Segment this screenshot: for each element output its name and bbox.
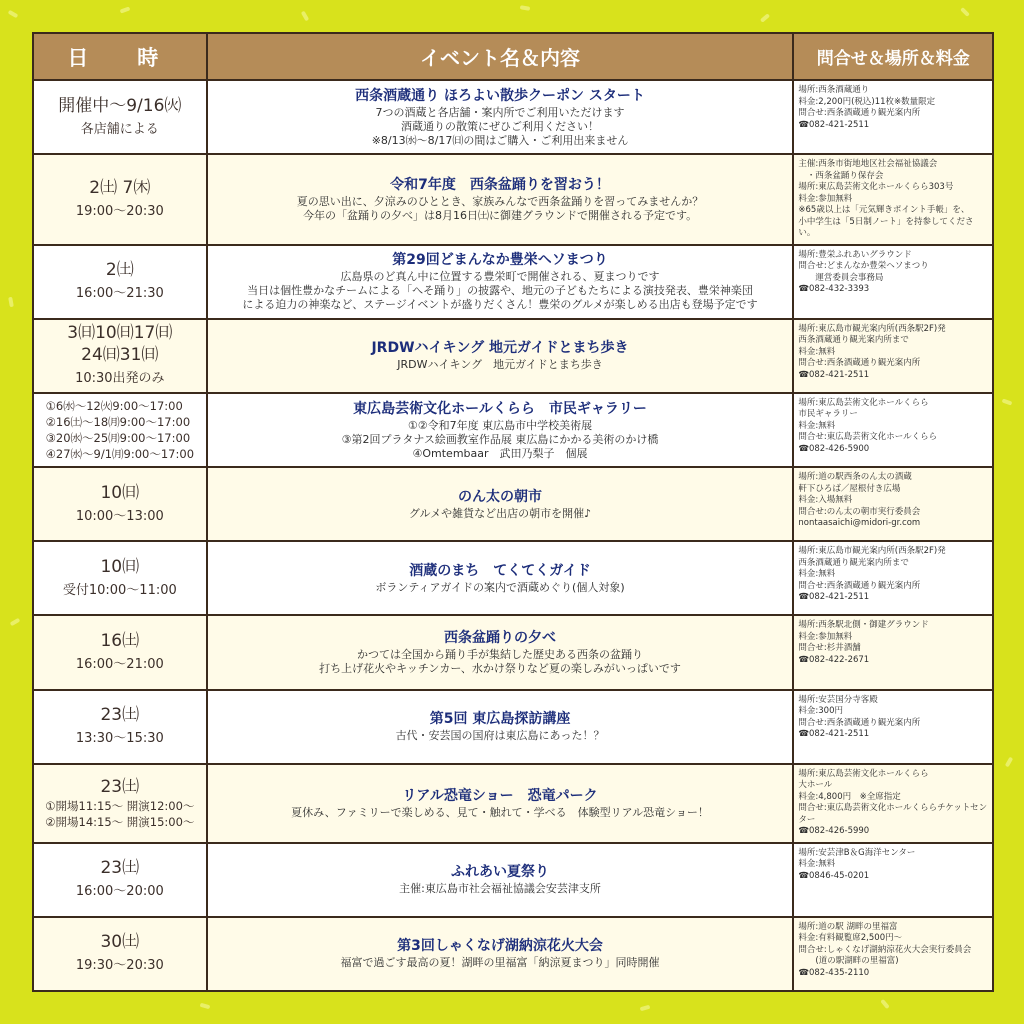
event-description: ボランティアガイドの案内で酒蔵めぐり(個人対象) (375, 580, 625, 594)
table-body (34, 81, 992, 990)
event-cell (208, 765, 793, 842)
event-title: 第5回 東広島探訪講座 (429, 711, 571, 728)
header-info: 問合せ＆場所＆料金 (794, 34, 992, 79)
confetti-decoration (120, 6, 131, 13)
event-date: 23㈯ (100, 705, 140, 726)
date-cell (34, 691, 206, 763)
event-date: 16㈯ (100, 631, 140, 652)
event-title: ふれあい夏祭り (451, 864, 550, 881)
date-cell (34, 246, 206, 318)
event-time: 19:00〜20:30 (75, 203, 164, 219)
table-row (34, 320, 992, 392)
event-cell (208, 691, 793, 763)
contact-info-cell: 場所:西条酒蔵通り 料金:2,200円(税込)11枚※数量限定 問合せ:西条酒蔵通り観光案内所 ☎082-421-2511 (794, 81, 992, 153)
event-title: 第29回どまんなか豊栄ヘソまつり (392, 252, 608, 269)
event-date: 10㈰ (100, 482, 140, 503)
confetti-decoration (8, 297, 14, 308)
date-cell (34, 765, 206, 842)
date-cell (34, 394, 206, 466)
event-cell (208, 918, 793, 990)
event-description: 7つの酒蔵と各店舗・案内所でご利用いただけます 酒蔵通りの散策にぜひご利用ください！ ※8/13㈬〜8/17㈰の間はご購入・ご利用出来ません (371, 105, 629, 147)
event-time: 16:00〜21:00 (75, 657, 164, 673)
event-date: 3㈰10㈰17㈰ 24㈰31㈰ (67, 323, 173, 366)
table-row (34, 81, 992, 153)
confetti-decoration (10, 618, 21, 626)
event-cell (208, 542, 793, 614)
confetti-decoration (760, 13, 770, 22)
table-row (34, 468, 992, 540)
header-event: イベント名＆内容 (208, 34, 793, 79)
event-title: のん太の朝市 (458, 488, 543, 505)
contact-info-cell: 場所:西条駅北側・御建グラウンド 料金:参加無料 問合せ:杉井酒舗 ☎082-422-2671 (794, 616, 992, 688)
contact-info-cell: 場所:豊栄ふれあいグラウンド 問合せ:どまんなか豊栄ヘソまつり 運営委員会事務局 ☎082-432-3393 (794, 246, 992, 318)
confetti-decoration (8, 10, 19, 18)
event-date: 23㈯ (100, 777, 140, 798)
confetti-decoration (640, 1005, 651, 1011)
event-cell (208, 616, 793, 688)
contact-info-cell: 場所:道の駅 湖畔の里福富 料金:有料観覧席2,500円〜 問合せ:しゃくなげ湖納涼花火大会実行委員会 (道の駅湖畔の里福富) ☎082-435-2110 (794, 918, 992, 990)
event-description: 古代・安芸国の国府は東広島にあった！？ (395, 729, 605, 743)
event-date: 10㈰ (100, 556, 140, 577)
event-time-slots: ①開場11:15〜 開演12:00〜 ②開場14:15〜 開演15:00〜 (45, 799, 195, 830)
date-cell (34, 155, 206, 244)
event-time: 16:00〜21:30 (75, 286, 164, 302)
event-cell (208, 394, 793, 466)
event-description: 夏の思い出に、夕涼みのひととき、家族みんなで西条盆踊りを習ってみませんか？ 今年の「盆踊りの夕べ」は8月16日㈯に御建グラウンドで開催される予定です。 (296, 194, 704, 222)
confetti-decoration (1002, 398, 1013, 405)
event-title: リアル恐竜ショー 恐竜パーク (402, 787, 598, 804)
event-description: 主催:東広島市社会福祉協議会安芸津支所 (399, 882, 601, 896)
date-cell (34, 542, 206, 614)
event-time: 16:00〜20:00 (75, 884, 164, 900)
event-description: 広島県のど真ん中に位置する豊栄町で開催される、夏まつりです 当日は個性豊かなチームによる「へそ踊り」の披露や、地元の子どもたちによる演技発表、豊栄神楽団 による迫力の神楽など、ステージイベントが盛りだくさん！豊栄のグルメが楽しめる出店も登場予定です (242, 270, 758, 312)
date-cell (34, 844, 206, 916)
date-cell (34, 616, 206, 688)
contact-info-cell: 場所:道の駅西条のん太の酒蔵 軒下ひろば／屋根付き広場 料金:入場無料 問合せ:のん太の朝市実行委員会 nontaasaichi@midori-gr.com (794, 468, 992, 540)
confetti-decoration (1005, 757, 1013, 768)
event-title: JRDWハイキング 地元ガイドとまち歩き (371, 340, 629, 357)
event-description: かつては全国から踊り手が集結した歴史ある西条の盆踊り 打ち上げ花火やキッチンカー、水かけ祭りなど夏の楽しみがいっぱいです (319, 648, 681, 676)
event-cell (208, 246, 793, 318)
contact-info-cell: 場所:東広島市観光案内所(西条駅2F)発 西条酒蔵通り観光案内所まで 料金:無料 問合せ:西条酒蔵通り観光案内所 ☎082-421-2511 (794, 320, 992, 392)
date-cell (34, 468, 206, 540)
table-row (34, 246, 992, 318)
table-row (34, 691, 992, 763)
event-date: 2㈯ 7㈭ (89, 177, 151, 198)
table-row (34, 155, 992, 244)
event-title: 西条盆踊りの夕べ (444, 630, 557, 647)
table-row (34, 542, 992, 614)
event-date: 30㈯ (100, 932, 140, 953)
contact-info-cell: 主催:西条市街地地区社会福祉協議会 ・西条盆踊り保存会 場所:東広島芸術文化ホールくらら303号 料金:参加無料 ※65歳以上は「元気輝きポイント手帳」を、 小中学生は「5日制ノート」を持参してください。 (794, 155, 992, 244)
event-time-slots: ①6㈬〜12㈫9:00〜17:00 ②16㈯〜18㈪9:00〜17:00 ③20㈬〜25㈪9:00〜17:00 ④27㈬〜9/1㈪9:00〜17:00 (45, 399, 195, 462)
header-date: 日 時 (34, 34, 206, 79)
event-title: 東広島芸術文化ホールくらら 市民ギャラリー (353, 400, 647, 417)
event-description: JRDWハイキング 地元ガイドとまち歩き (397, 358, 603, 372)
event-time: 各店舗による (80, 121, 159, 137)
event-date: 23㈯ (100, 858, 140, 879)
event-description: 夏休み、ファミリーで楽しめる、見て・触れて・学べる 体験型リアル恐竜ショー！ (291, 805, 709, 819)
event-time: 19:30〜20:30 (75, 958, 164, 974)
event-time: 10:00〜13:00 (75, 508, 164, 524)
table-row (34, 844, 992, 916)
event-time: 13:30〜15:30 (75, 731, 164, 747)
date-cell (34, 918, 206, 990)
event-title: 西条酒蔵通り ほろよい散歩クーポン スタート (355, 87, 645, 104)
event-cell (208, 81, 793, 153)
contact-info-cell: 場所:東広島市観光案内所(西条駅2F)発 西条酒蔵通り観光案内所まで 料金:無料 問合せ:西条酒蔵通り観光案内所 ☎082-421-2511 (794, 542, 992, 614)
table-row (34, 765, 992, 842)
event-schedule-table (32, 32, 994, 992)
table-row (34, 394, 992, 466)
confetti-decoration (200, 1003, 211, 1009)
contact-info-cell: 場所:安芸津B＆G海洋センター 料金:無料 ☎0846-45-0201 (794, 844, 992, 916)
table-row (34, 918, 992, 990)
event-time: 10:30出発のみ (75, 371, 165, 387)
event-title: 令和7年度 西条盆踊りを習おう！ (390, 176, 610, 193)
event-date: 2㈯ (105, 260, 134, 281)
confetti-decoration (960, 7, 970, 17)
event-cell (208, 844, 793, 916)
contact-info-cell: 場所:東広島芸術文化ホールくらら 大ホール 料金:4,800円 ※全席指定 問合せ:東広島芸術文化ホールくららチケットセンター ☎082-426-5990 (794, 765, 992, 842)
event-title: 第3回しゃくなげ湖納涼花火大会 (397, 938, 603, 955)
event-description: 福富で過ごす最高の夏！湖畔の里福富「納涼夏まつり」同時開催 (340, 956, 660, 970)
contact-info-cell: 場所:東広島芸術文化ホールくらら 市民ギャラリー 料金:無料 問合せ:東広島芸術文化ホールくらら ☎082-426-5900 (794, 394, 992, 466)
event-description: グルメや雑貨など出店の朝市を開催♪ (408, 506, 592, 520)
event-date: 開催中〜9/16㈫ (58, 95, 182, 116)
confetti-decoration (520, 5, 531, 11)
table-row (34, 616, 992, 688)
confetti-decoration (880, 999, 889, 1009)
date-cell (34, 320, 206, 392)
event-description: ①②令和7年度 東広島市中学校美術展 ③第2回プラタナス絵画教室作品展 東広島にかかる美術のかけ橋 ④Omtembaar 武田乃梨子 個展 (341, 418, 659, 460)
event-time: 受付10:00〜11:00 (62, 582, 177, 598)
event-title: 酒蔵のまち てくてくガイド (409, 562, 591, 579)
confetti-decoration (301, 11, 309, 22)
event-cell (208, 155, 793, 244)
event-cell (208, 468, 793, 540)
table-header (34, 34, 992, 79)
date-cell (34, 81, 206, 153)
contact-info-cell: 場所:安芸国分寺客殿 料金:300円 問合せ:西条酒蔵通り観光案内所 ☎082-421-2511 (794, 691, 992, 763)
event-cell (208, 320, 793, 392)
